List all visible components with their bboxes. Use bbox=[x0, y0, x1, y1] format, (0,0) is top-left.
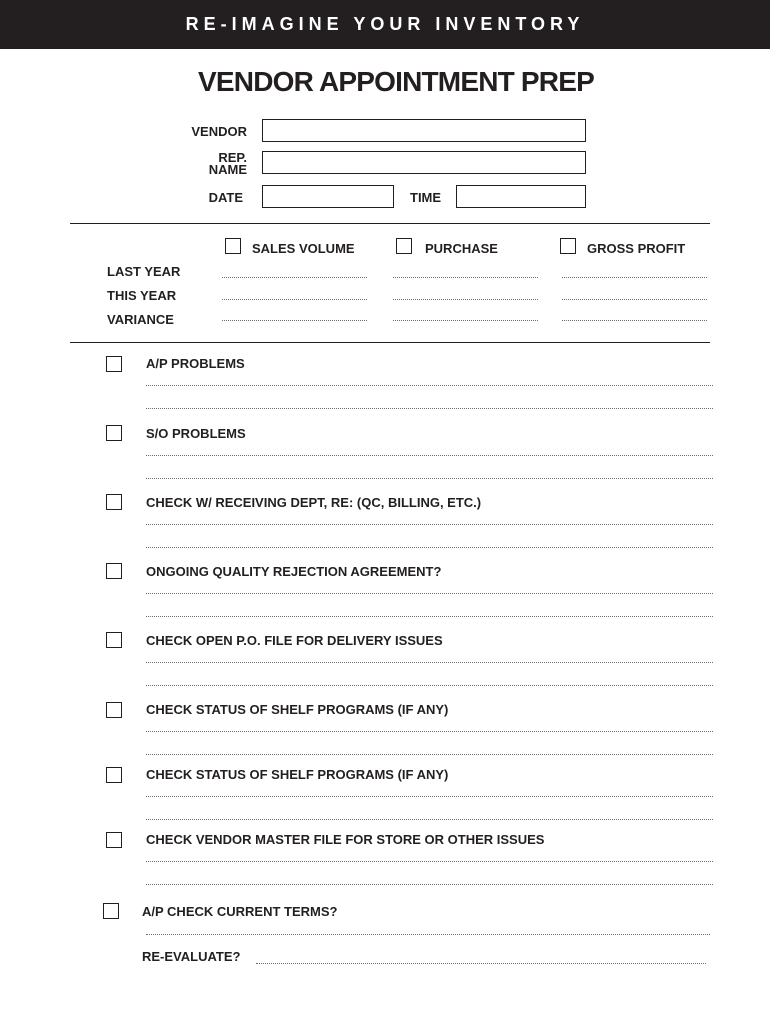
checklist-item-label: S/O PROBLEMS bbox=[146, 426, 246, 441]
gross-profit-checkbox[interactable] bbox=[560, 238, 576, 254]
checklist-item-label: CHECK OPEN P.O. FILE FOR DELIVERY ISSUES bbox=[146, 633, 443, 648]
checklist-item-label: A/P CHECK CURRENT TERMS? bbox=[142, 904, 338, 919]
checklist-checkbox[interactable] bbox=[106, 767, 122, 783]
note-line[interactable] bbox=[146, 455, 713, 456]
rep-name-field[interactable] bbox=[262, 151, 586, 174]
time-field[interactable] bbox=[456, 185, 586, 208]
variance-profit-line[interactable] bbox=[562, 320, 707, 321]
last-year-purchase-line[interactable] bbox=[393, 277, 538, 278]
checklist-checkbox[interactable] bbox=[106, 356, 122, 372]
time-label: TIME bbox=[410, 190, 442, 205]
last-year-label: LAST YEAR bbox=[107, 264, 181, 279]
reevaluate-label: RE-EVALUATE? bbox=[142, 949, 241, 964]
variance-purchase-line[interactable] bbox=[393, 320, 538, 321]
gross-profit-label: GROSS PROFIT bbox=[587, 241, 686, 256]
rep-label-line2: NAME bbox=[208, 162, 247, 177]
checklist-checkbox[interactable] bbox=[106, 563, 122, 579]
note-line[interactable] bbox=[146, 524, 713, 525]
date-label: DATE bbox=[208, 190, 243, 205]
purchase-checkbox[interactable] bbox=[396, 238, 412, 254]
vendor-label: VENDOR bbox=[191, 124, 247, 139]
checklist-item-label: CHECK W/ RECEIVING DEPT, RE: (QC, BILLING, ETC.) bbox=[146, 495, 482, 510]
note-line[interactable] bbox=[146, 616, 713, 617]
note-line[interactable] bbox=[146, 685, 713, 686]
note-line[interactable] bbox=[146, 731, 713, 732]
checklist-checkbox[interactable] bbox=[106, 425, 122, 441]
reevaluate-line[interactable] bbox=[256, 963, 706, 964]
variance-sales-line[interactable] bbox=[222, 320, 367, 321]
note-line[interactable] bbox=[146, 593, 713, 594]
checklist-checkbox[interactable] bbox=[106, 632, 122, 648]
page-title: VENDOR APPOINTMENT PREP bbox=[198, 66, 594, 97]
note-line[interactable] bbox=[146, 385, 713, 386]
date-field[interactable] bbox=[262, 185, 394, 208]
header-banner: RE-IMAGINE YOUR INVENTORY bbox=[0, 0, 770, 49]
note-line[interactable] bbox=[146, 884, 713, 885]
last-year-profit-line[interactable] bbox=[562, 277, 707, 278]
checklist-item-label: A/P PROBLEMS bbox=[146, 356, 245, 371]
checklist-item-label: ONGOING QUALITY REJECTION AGREEMENT? bbox=[146, 564, 442, 579]
divider-top bbox=[70, 223, 710, 224]
sales-volume-checkbox[interactable] bbox=[225, 238, 241, 254]
note-line[interactable] bbox=[146, 819, 713, 820]
this-year-label: THIS YEAR bbox=[107, 288, 177, 303]
note-line[interactable] bbox=[146, 754, 713, 755]
checklist-checkbox[interactable] bbox=[106, 832, 122, 848]
vendor-field[interactable] bbox=[262, 119, 586, 142]
checklist-checkbox[interactable] bbox=[103, 903, 119, 919]
checklist-checkbox[interactable] bbox=[106, 702, 122, 718]
note-line[interactable] bbox=[146, 934, 710, 935]
note-line[interactable] bbox=[146, 408, 713, 409]
this-year-sales-line[interactable] bbox=[222, 299, 367, 300]
this-year-purchase-line[interactable] bbox=[393, 299, 538, 300]
divider-bottom bbox=[70, 342, 710, 343]
variance-label: VARIANCE bbox=[107, 312, 174, 327]
purchase-label: PURCHASE bbox=[425, 241, 498, 256]
note-line[interactable] bbox=[146, 547, 713, 548]
note-line[interactable] bbox=[146, 662, 713, 663]
this-year-profit-line[interactable] bbox=[562, 299, 707, 300]
rep-label-line1: REP. bbox=[218, 150, 247, 165]
note-line[interactable] bbox=[146, 861, 713, 862]
note-line[interactable] bbox=[146, 796, 713, 797]
sales-volume-label: SALES VOLUME bbox=[252, 241, 355, 256]
checklist-item-label: CHECK STATUS OF SHELF PROGRAMS (IF ANY) bbox=[146, 767, 449, 782]
checklist-item-label: CHECK STATUS OF SHELF PROGRAMS (IF ANY) bbox=[146, 702, 449, 717]
last-year-sales-line[interactable] bbox=[222, 277, 367, 278]
checklist-checkbox[interactable] bbox=[106, 494, 122, 510]
checklist-item-label: CHECK VENDOR MASTER FILE FOR STORE OR OTHER ISSUES bbox=[146, 832, 545, 847]
note-line[interactable] bbox=[146, 478, 713, 479]
